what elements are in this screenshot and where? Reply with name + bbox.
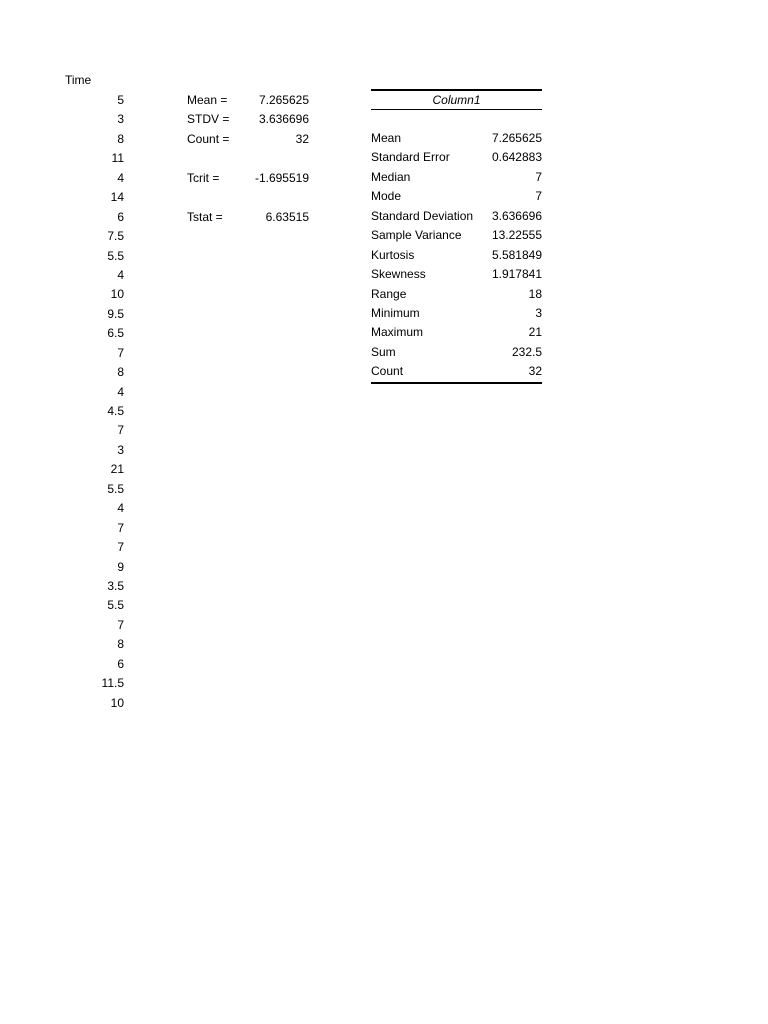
calculation-block bbox=[187, 91, 309, 227]
time-cell[interactable]: 6 bbox=[117, 656, 124, 671]
stats-label[interactable]: Sum bbox=[371, 344, 396, 359]
stats-row bbox=[371, 265, 542, 284]
stats-row bbox=[371, 304, 542, 323]
time-cell[interactable]: 9.5 bbox=[107, 306, 124, 321]
stats-row bbox=[371, 362, 542, 383]
time-cell[interactable]: 4 bbox=[117, 501, 124, 516]
time-cell[interactable]: 8 bbox=[117, 131, 124, 146]
tcrit-row bbox=[187, 169, 309, 188]
time-cell[interactable]: 10 bbox=[110, 287, 124, 302]
stdv-row bbox=[187, 110, 309, 129]
time-cell[interactable]: 7 bbox=[117, 423, 124, 438]
empty-row bbox=[187, 149, 309, 168]
time-cell[interactable]: 10 bbox=[110, 695, 124, 710]
stats-label[interactable]: Kurtosis bbox=[371, 247, 415, 262]
stats-row bbox=[371, 168, 542, 187]
time-cell[interactable]: 8 bbox=[117, 637, 124, 652]
stats-value[interactable]: 7 bbox=[535, 169, 542, 184]
count-row bbox=[187, 130, 309, 149]
stats-label[interactable]: Sample Variance bbox=[371, 228, 462, 243]
stats-value[interactable]: 7.265625 bbox=[491, 131, 542, 145]
mean-value[interactable]: 7.265625 bbox=[258, 93, 309, 107]
time-cell[interactable]: 5.5 bbox=[107, 248, 124, 263]
stats-label[interactable]: Count bbox=[371, 364, 404, 379]
stats-value[interactable]: 18 bbox=[528, 286, 542, 301]
time-cell[interactable]: 21 bbox=[110, 462, 124, 477]
stats-label[interactable]: Standard Deviation bbox=[371, 208, 474, 223]
time-cell[interactable]: 7.5 bbox=[107, 229, 124, 244]
time-cell[interactable]: 3 bbox=[117, 112, 124, 127]
stats-label[interactable]: Mode bbox=[371, 189, 402, 204]
time-cell[interactable]: 4 bbox=[117, 170, 124, 185]
count-value[interactable]: 32 bbox=[295, 131, 309, 146]
tstat-value[interactable]: 6.63515 bbox=[265, 209, 309, 224]
stats-value[interactable]: 3.636696 bbox=[491, 208, 542, 223]
stats-label[interactable]: Maximum bbox=[371, 325, 424, 340]
time-cell[interactable]: 5.5 bbox=[107, 598, 124, 613]
tstat-label[interactable]: Tstat = bbox=[187, 209, 223, 224]
stats-label[interactable]: Range bbox=[371, 286, 407, 301]
stats-row bbox=[371, 226, 542, 245]
stats-value[interactable]: 3 bbox=[535, 305, 542, 320]
stats-value[interactable]: 1.917841 bbox=[491, 267, 542, 282]
stats-label[interactable]: Mean bbox=[371, 131, 402, 145]
stats-label[interactable]: Median bbox=[371, 169, 411, 184]
time-cell[interactable]: 4 bbox=[117, 384, 124, 399]
empty-row bbox=[187, 188, 309, 207]
stats-value[interactable]: 13.22555 bbox=[491, 228, 542, 243]
stats-rows bbox=[371, 129, 542, 384]
time-cell[interactable]: 3 bbox=[117, 442, 124, 457]
time-cell[interactable]: 8 bbox=[117, 365, 124, 380]
stats-column-title[interactable]: Column1 bbox=[371, 89, 542, 110]
time-cell[interactable]: 7 bbox=[117, 540, 124, 555]
time-cell[interactable]: 4 bbox=[117, 267, 124, 282]
stats-label[interactable]: Standard Error bbox=[371, 150, 450, 165]
stats-value[interactable]: 7 bbox=[535, 189, 542, 204]
tcrit-label[interactable]: Tcrit = bbox=[187, 170, 220, 185]
stats-row bbox=[371, 323, 542, 342]
time-cell[interactable]: 11.5 bbox=[101, 676, 124, 691]
stats-row bbox=[371, 246, 542, 265]
stats-label[interactable]: Minimum bbox=[371, 305, 420, 320]
stats-value[interactable]: 0.642883 bbox=[491, 150, 542, 165]
tstat-row bbox=[187, 208, 309, 227]
descriptive-statistics-table bbox=[371, 89, 542, 384]
stats-row bbox=[371, 343, 542, 362]
stats-spacer-row bbox=[371, 110, 542, 129]
time-cell[interactable]: 9 bbox=[117, 559, 124, 574]
stats-row bbox=[371, 148, 542, 167]
time-cell[interactable]: 11 bbox=[111, 151, 124, 166]
time-column bbox=[70, 91, 124, 713]
stats-row bbox=[371, 207, 542, 226]
time-cell[interactable]: 6 bbox=[117, 209, 124, 224]
time-cell[interactable]: 4.5 bbox=[107, 404, 124, 418]
time-cell[interactable]: 7 bbox=[117, 345, 124, 360]
time-cell[interactable]: 6.5 bbox=[107, 326, 124, 341]
stdv-label[interactable]: STDV = bbox=[187, 112, 230, 127]
time-cell[interactable]: 7 bbox=[117, 520, 124, 535]
stats-value[interactable]: 21 bbox=[528, 325, 542, 340]
stats-label[interactable]: Skewness bbox=[371, 267, 426, 282]
mean-row bbox=[187, 91, 309, 110]
stats-value[interactable]: 232.5 bbox=[511, 344, 542, 359]
stats-row bbox=[371, 129, 542, 148]
stats-value[interactable]: 32 bbox=[528, 364, 542, 379]
time-column-header[interactable]: Time bbox=[65, 73, 92, 87]
tcrit-value[interactable]: -1.695519 bbox=[254, 170, 309, 185]
time-cell[interactable]: 14 bbox=[110, 190, 124, 205]
stats-row bbox=[371, 285, 542, 304]
time-cell[interactable]: 3.5 bbox=[107, 578, 124, 593]
time-cell[interactable]: 7 bbox=[117, 617, 124, 632]
stats-value[interactable]: 5.581849 bbox=[491, 247, 542, 262]
time-cell[interactable]: 5.5 bbox=[107, 481, 124, 496]
time-cell[interactable]: 5 bbox=[117, 93, 124, 107]
stdv-value[interactable]: 3.636696 bbox=[258, 112, 309, 127]
stats-row bbox=[371, 187, 542, 206]
count-label[interactable]: Count = bbox=[187, 131, 230, 146]
mean-label[interactable]: Mean = bbox=[187, 93, 228, 107]
